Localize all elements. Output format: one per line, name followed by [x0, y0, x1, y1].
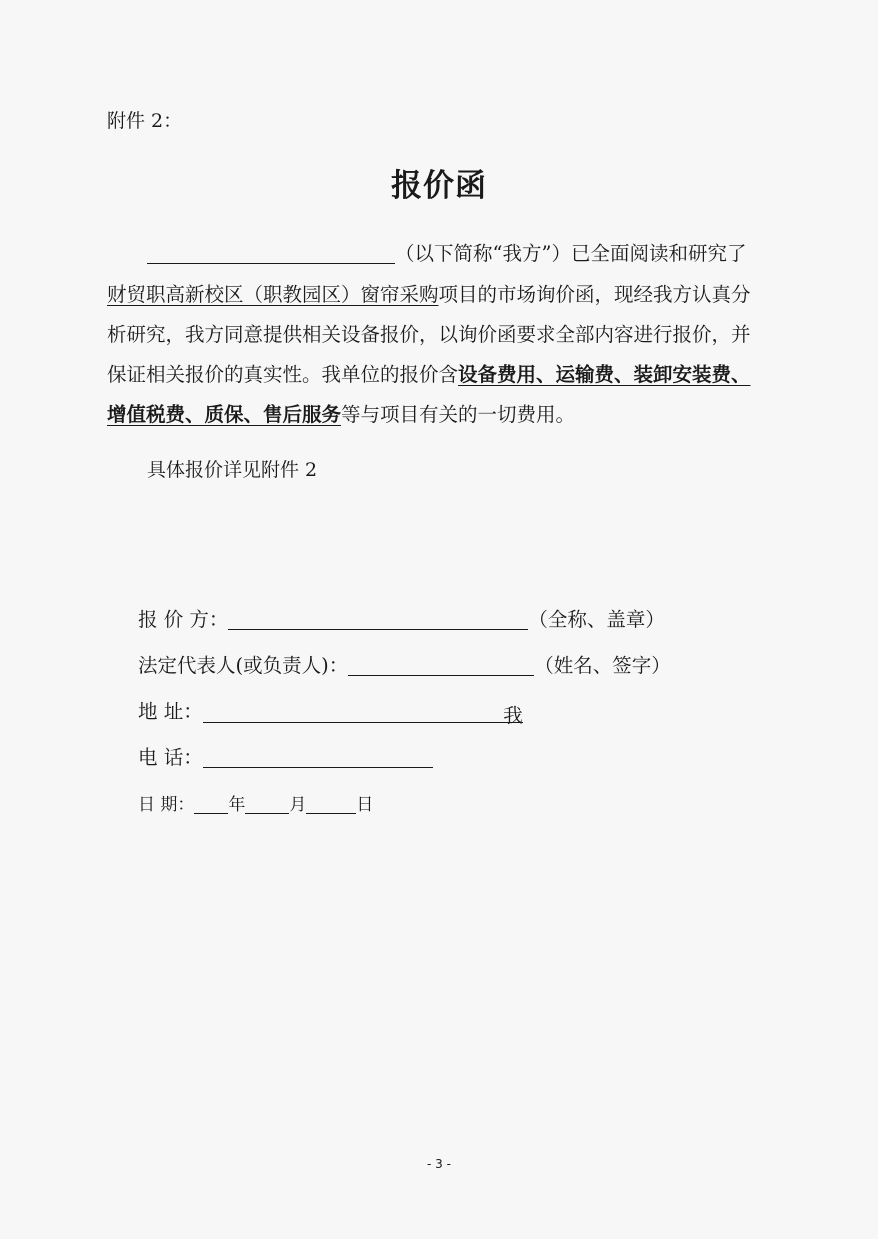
paragraph-line-1 [147, 238, 746, 266]
fee-items-part-2: 增值税费、质保、售后服务 [107, 403, 342, 426]
paragraph-line-4-text: 保证相关报价的真实性。我单位的报价含 [107, 363, 459, 386]
page-title: 报价函 [391, 168, 487, 204]
date-label: 日 期： [138, 795, 195, 815]
address-row [138, 696, 523, 727]
phone-label: 电 话： [138, 746, 203, 769]
legal-rep-suffix: （姓名、签字） [534, 654, 671, 677]
bidder-field[interactable] [228, 607, 528, 630]
paragraph-line-1-text: （以下简称“我方”）已全面阅读和研究了 [395, 242, 747, 265]
day-field[interactable] [306, 795, 356, 814]
legal-rep-field[interactable] [348, 653, 534, 676]
legal-rep-label: 法定代表人(或负责人)： [138, 654, 349, 677]
attachment-label: 附件 2： [107, 110, 183, 132]
month-field[interactable] [245, 795, 289, 814]
project-name: 财贸职高新校区（职教园区）窗帘采购 [107, 283, 439, 306]
paragraph-line-4 [107, 359, 751, 387]
phone-row [138, 742, 433, 770]
bidder-suffix: （全称、盖章） [528, 608, 665, 631]
bidder-name-blank[interactable] [147, 241, 395, 264]
paragraph-line-3: 析研究，我方同意提供相关设备报价，以询价函要求全部内容进行报价，并 [107, 323, 751, 346]
bidder-row [138, 604, 665, 632]
legal-rep-row [138, 650, 671, 678]
detail-note: 具体报价详见附件 2 [147, 459, 318, 481]
bidder-label: 报 价 方： [138, 608, 229, 631]
paragraph-line-5 [107, 399, 575, 427]
paragraph-line-2 [107, 279, 751, 307]
address-mark: 我 [503, 704, 523, 727]
phone-field[interactable] [203, 745, 433, 768]
fee-items-part-1: 设备费用、运输费、装卸安装费、 [458, 363, 751, 386]
year-label: 年 [228, 795, 246, 815]
page-number: - 3 - [427, 1157, 451, 1171]
address-field[interactable] [203, 700, 523, 727]
address-label: 地 址： [138, 700, 203, 723]
paragraph-line-5-text: 等与项目有关的一切费用。 [341, 403, 576, 426]
date-row [138, 790, 373, 815]
paragraph-line-2-text: 项目的市场询价函，现经我方认真分 [438, 283, 751, 306]
day-label: 日 [356, 795, 374, 815]
year-field[interactable] [194, 795, 228, 814]
month-label: 月 [289, 795, 307, 815]
